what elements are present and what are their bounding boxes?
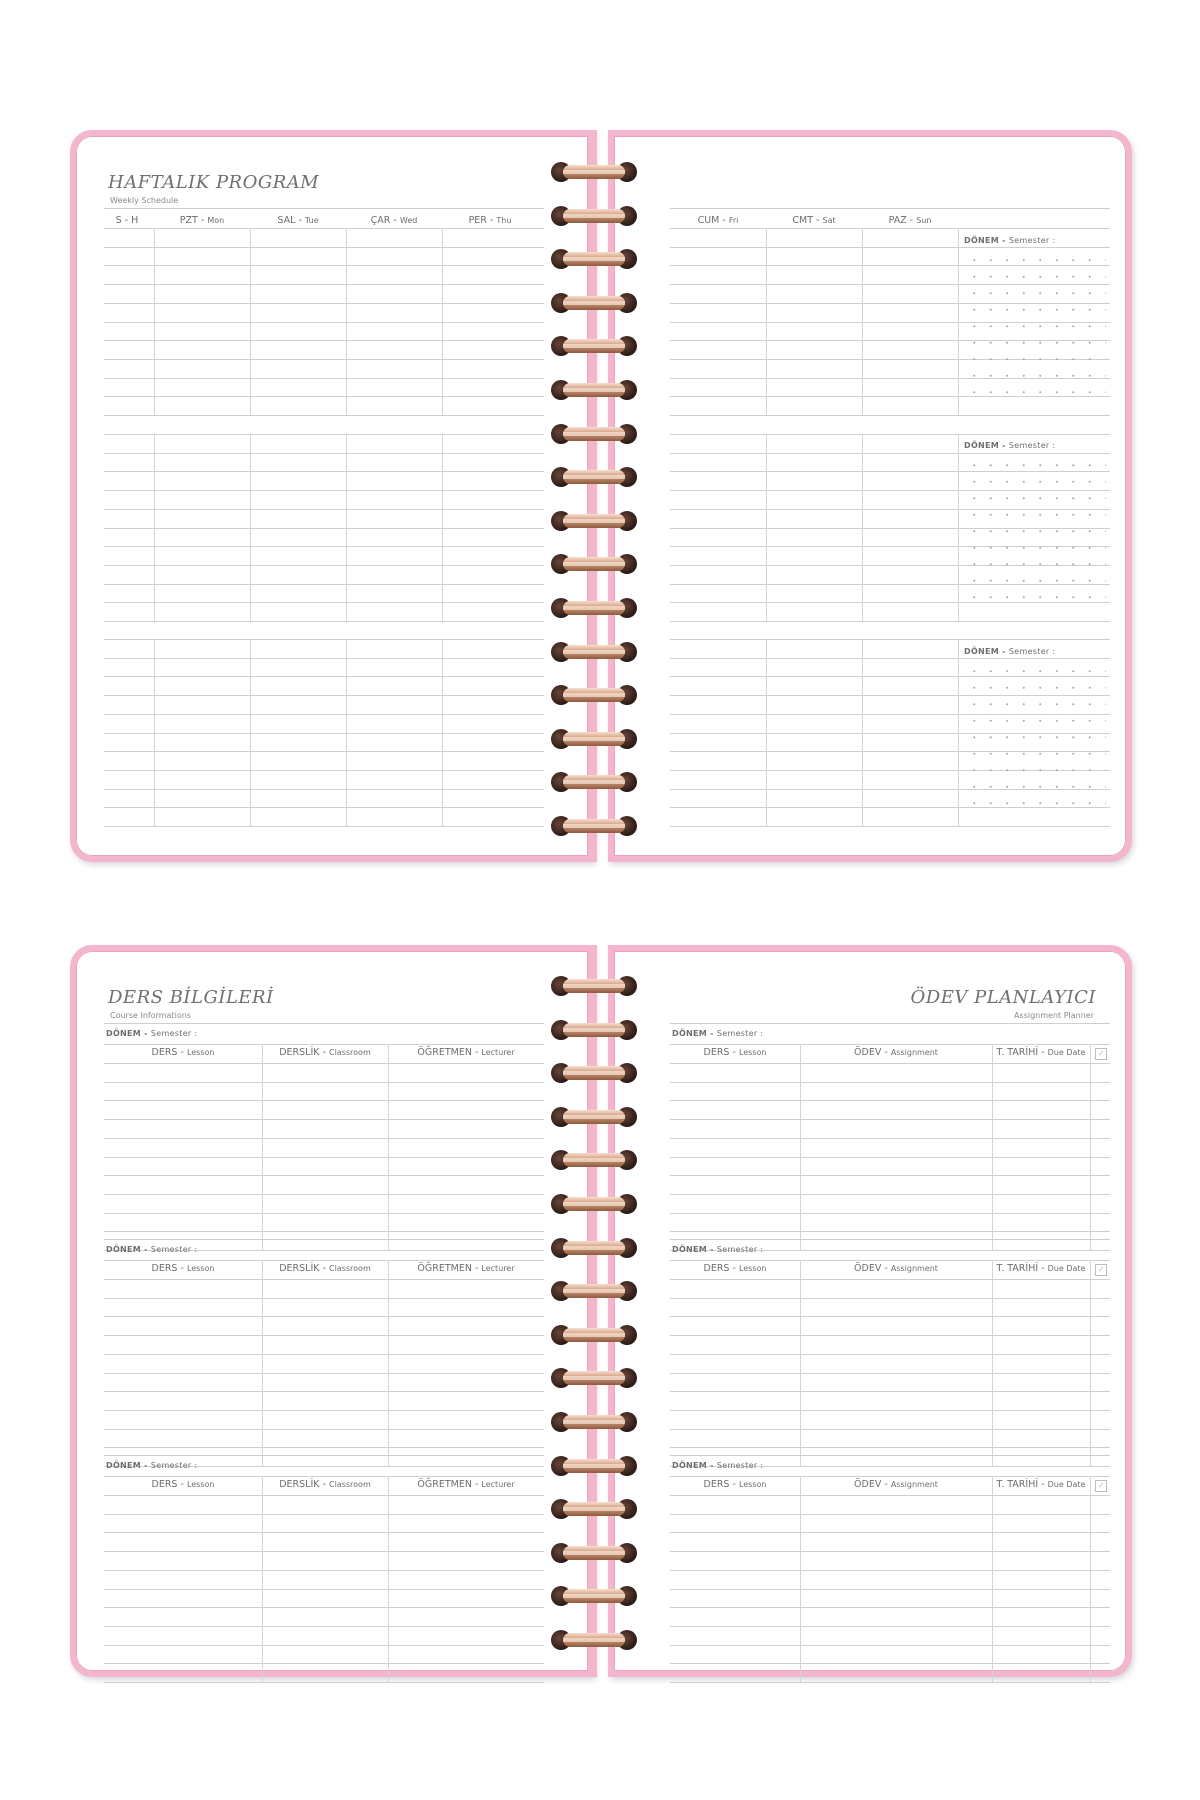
table-column-rule (800, 1044, 801, 1250)
page-title: HAFTALIK PROGRAM (108, 172, 320, 193)
table-row-rule (104, 1391, 544, 1392)
table-row-rule (104, 1514, 544, 1515)
day-header-sh: S - H (115, 215, 139, 226)
schedule-row-rule (104, 490, 544, 491)
weekly-right-page (608, 130, 1132, 862)
table-column-rule (800, 1476, 801, 1682)
spiral-ring (551, 1020, 637, 1040)
schedule-row-rule (104, 733, 544, 734)
schedule-row-rule (104, 322, 544, 323)
table-column-rule (388, 1260, 389, 1466)
table-column-rule (262, 1260, 263, 1466)
checkbox-icon: ✓ (1095, 1480, 1107, 1492)
schedule-row-rule (104, 228, 544, 229)
schedule-row-rule (104, 509, 544, 510)
col-classroom-header: DERSLİK - Classroom (279, 1479, 371, 1490)
schedule-row-rule (104, 378, 544, 379)
table-row-rule (104, 1570, 544, 1571)
table-row-rule (104, 1157, 544, 1158)
col-lesson-header: DERS - Lesson (703, 1047, 767, 1058)
table-row-rule (670, 1391, 1110, 1392)
weekly-left-page (70, 130, 594, 862)
spiral-ring (551, 1325, 637, 1345)
table-row-rule (104, 1682, 544, 1683)
table-row-rule (670, 1447, 1110, 1448)
table-row-rule (104, 1626, 544, 1627)
spiral-ring (551, 642, 637, 662)
col-lesson-header: DERS - Lesson (703, 1263, 767, 1274)
semester-label-3: DÖNEM - Semester : (964, 647, 1056, 656)
table-column-rule (1090, 1044, 1091, 1250)
schedule-row-rule (104, 751, 544, 752)
table-row-rule (104, 1100, 544, 1101)
table-header-rule (670, 1476, 1110, 1477)
table-row-rule (104, 1551, 544, 1552)
schedule-column-rule (154, 639, 155, 826)
schedule-row-rule (104, 714, 544, 715)
table-row-rule (670, 1570, 1110, 1571)
table-row-rule (670, 1279, 1110, 1280)
table-row-rule (670, 1373, 1110, 1374)
table-header-rule (104, 1476, 544, 1477)
section-top-rule (670, 1455, 1110, 1456)
assignments-page (608, 945, 1132, 1677)
day-header-mon: PZT - Mon (179, 215, 225, 226)
day-header-sat: CMT - Sat (792, 215, 836, 226)
checkbox-icon: ✓ (1095, 1048, 1107, 1060)
schedule-row-rule (670, 639, 1110, 640)
schedule-column-rule (766, 639, 767, 826)
schedule-column-rule (346, 639, 347, 826)
schedule-row-rule (104, 453, 544, 454)
day-header-fri: CUM - Fri (697, 215, 739, 226)
schedule-row-rule (104, 265, 544, 266)
spiral-ring (551, 162, 637, 182)
table-row-rule (104, 1429, 544, 1430)
schedule-column-rule (862, 228, 863, 415)
schedule-row-rule (104, 471, 544, 472)
schedule-row-rule (670, 415, 1110, 416)
semester-label-2: DÖNEM - Semester : (964, 441, 1056, 450)
table-column-rule (262, 1044, 263, 1250)
table-row-rule (670, 1626, 1110, 1627)
table-row-rule (670, 1354, 1110, 1355)
table-row-rule (670, 1194, 1110, 1195)
schedule-row-rule (104, 359, 544, 360)
spiral-ring (551, 554, 637, 574)
schedule-row-rule (670, 621, 1110, 622)
table-row-rule (670, 1316, 1110, 1317)
schedule-row-rule (104, 770, 544, 771)
col-due-date-header: T. TARİHİ - Due Date (996, 1047, 1086, 1058)
table-row-rule (670, 1100, 1110, 1101)
col-due-date-header: T. TARİHİ - Due Date (996, 1479, 1086, 1490)
table-row-rule (104, 1354, 544, 1355)
schedule-row-rule (670, 826, 1110, 827)
dot-grid-3 (966, 663, 1106, 813)
spiral-ring (551, 816, 637, 836)
semester-label: DÖNEM - Semester : (106, 1029, 198, 1038)
schedule-row-rule (104, 284, 544, 285)
table-row-rule (104, 1373, 544, 1374)
schedule-column-rule (958, 434, 959, 621)
page-subtitle: Assignment Planner (1014, 1011, 1094, 1020)
schedule-row-rule (104, 695, 544, 696)
schedule-column-rule (250, 228, 251, 415)
schedule-row-rule (104, 621, 544, 622)
table-row-rule (670, 1663, 1110, 1664)
table-row-rule (670, 1645, 1110, 1646)
table-row-rule (104, 1138, 544, 1139)
col-lesson-header: DERS - Lesson (151, 1047, 215, 1058)
table-row-rule (104, 1447, 544, 1448)
col-assignment-header: ÖDEV - Assignment (854, 1479, 938, 1490)
schedule-row-rule (104, 807, 544, 808)
table-header-rule (104, 1260, 544, 1261)
schedule-row-rule (670, 453, 1110, 454)
spiral-ring (551, 1150, 637, 1170)
spiral-ring (551, 1194, 637, 1214)
col-assignment-header: ÖDEV - Assignment (854, 1047, 938, 1058)
spiral-ring (551, 293, 637, 313)
section-top-rule (104, 1023, 544, 1024)
checkbox-icon: ✓ (1095, 1264, 1107, 1276)
col-classroom-header: DERSLİK - Classroom (279, 1263, 371, 1274)
day-header-sun: PAZ - Sun (888, 215, 932, 226)
col-due-date-header: T. TARİHİ - Due Date (996, 1263, 1086, 1274)
table-row-rule (104, 1645, 544, 1646)
schedule-column-rule (442, 639, 443, 826)
semester-label: DÖNEM - Semester : (106, 1245, 198, 1254)
schedule-column-rule (862, 639, 863, 826)
schedule-column-rule (766, 228, 767, 415)
table-row-rule (104, 1410, 544, 1411)
schedule-row-rule (104, 639, 544, 640)
table-row-rule (104, 1279, 544, 1280)
schedule-row-rule (670, 247, 1110, 248)
schedule-column-rule (766, 434, 767, 621)
table-row-rule (670, 1514, 1110, 1515)
spiral-ring (551, 598, 637, 618)
spiral-ring (551, 1456, 637, 1476)
schedule-row-rule (670, 434, 1110, 435)
schedule-row-rule (104, 434, 544, 435)
table-row-rule (670, 1082, 1110, 1083)
spiral-ring (551, 424, 637, 444)
schedule-row-rule (104, 546, 544, 547)
col-classroom-header: DERSLİK - Classroom (279, 1047, 371, 1058)
table-column-rule (992, 1260, 993, 1466)
table-row-rule (104, 1495, 544, 1496)
schedule-row-rule (670, 228, 1110, 229)
spiral-ring (551, 1412, 637, 1432)
table-row-rule (670, 1157, 1110, 1158)
col-lecturer-header: ÖĞRETMEN - Lecturer (417, 1047, 515, 1058)
semester-label: DÖNEM - Semester : (672, 1029, 764, 1038)
section-top-rule (104, 1239, 544, 1240)
spine-bottom (589, 945, 597, 1677)
header-top-rule (104, 208, 544, 209)
spiral-ring (551, 772, 637, 792)
schedule-row-rule (104, 826, 544, 827)
spiral-ring (551, 249, 637, 269)
table-row-rule (670, 1589, 1110, 1590)
table-row-rule (670, 1551, 1110, 1552)
col-lecturer-header: ÖĞRETMEN - Lecturer (417, 1479, 515, 1490)
semester-label: DÖNEM - Semester : (106, 1461, 198, 1470)
spiral-ring (551, 1499, 637, 1519)
table-header-rule (670, 1044, 1110, 1045)
schedule-column-rule (862, 434, 863, 621)
table-column-rule (992, 1044, 993, 1250)
spiral-ring (551, 1586, 637, 1606)
schedule-column-rule (250, 434, 251, 621)
schedule-column-rule (154, 228, 155, 415)
section-top-rule (104, 1455, 544, 1456)
schedule-column-rule (442, 228, 443, 415)
table-row-rule (670, 1231, 1110, 1232)
schedule-column-rule (346, 228, 347, 415)
schedule-row-rule (104, 247, 544, 248)
day-header-thu: PER - Thu (468, 215, 512, 226)
table-row-rule (670, 1410, 1110, 1411)
table-row-rule (104, 1063, 544, 1064)
col-lecturer-header: ÖĞRETMEN - Lecturer (417, 1263, 515, 1274)
spiral-ring (551, 1368, 637, 1388)
table-row-rule (670, 1213, 1110, 1214)
table-row-rule (670, 1495, 1110, 1496)
section-top-rule (670, 1023, 1110, 1024)
schedule-column-rule (346, 434, 347, 621)
col-lesson-header: DERS - Lesson (151, 1263, 215, 1274)
table-column-rule (800, 1260, 801, 1466)
courses-page (70, 945, 594, 1677)
spiral-ring (551, 1543, 637, 1563)
table-row-rule (670, 1175, 1110, 1176)
table-row-rule (104, 1663, 544, 1664)
table-row-rule (670, 1429, 1110, 1430)
table-column-rule (388, 1044, 389, 1250)
table-row-rule (104, 1316, 544, 1317)
table-row-rule (104, 1194, 544, 1195)
spiral-ring (551, 380, 637, 400)
table-column-rule (1090, 1476, 1091, 1682)
spiral-ring (551, 1238, 637, 1258)
schedule-row-rule (104, 528, 544, 529)
spiral-ring (551, 206, 637, 226)
col-lesson-header: DERS - Lesson (703, 1479, 767, 1490)
table-header-rule (670, 1260, 1110, 1261)
semester-label: DÖNEM - Semester : (672, 1461, 764, 1470)
table-row-rule (104, 1532, 544, 1533)
table-row-rule (670, 1532, 1110, 1533)
day-header-tue: SAL - Tue (277, 215, 319, 226)
spiral-ring (551, 1063, 637, 1083)
table-column-rule (388, 1476, 389, 1682)
schedule-row-rule (104, 340, 544, 341)
schedule-row-rule (670, 658, 1110, 659)
schedule-row-rule (104, 658, 544, 659)
table-row-rule (670, 1119, 1110, 1120)
table-row-rule (670, 1298, 1110, 1299)
day-header-wed: ÇAR - Wed (370, 215, 418, 226)
schedule-column-rule (154, 434, 155, 621)
col-assignment-header: ÖDEV - Assignment (854, 1263, 938, 1274)
table-column-rule (992, 1476, 993, 1682)
table-row-rule (670, 1682, 1110, 1683)
table-header-rule (104, 1044, 544, 1045)
table-row-rule (104, 1175, 544, 1176)
spine-top (589, 130, 597, 862)
table-row-rule (670, 1138, 1110, 1139)
table-row-rule (104, 1231, 544, 1232)
dot-grid-1 (966, 252, 1106, 402)
semester-label: DÖNEM - Semester : (672, 1245, 764, 1254)
table-row-rule (670, 1063, 1110, 1064)
schedule-row-rule (104, 789, 544, 790)
schedule-column-rule (958, 228, 959, 415)
page-title: DERS BİLGİLERİ (108, 987, 274, 1008)
table-column-rule (262, 1476, 263, 1682)
page-title: ÖDEV PLANLAYICI (910, 987, 1096, 1008)
spiral-ring (551, 1281, 637, 1301)
spiral-ring (551, 336, 637, 356)
spiral-ring (551, 976, 637, 996)
section-top-rule (670, 1239, 1110, 1240)
spiral-ring (551, 729, 637, 749)
table-row-rule (104, 1082, 544, 1083)
spiral-ring (551, 1107, 637, 1127)
page-subtitle: Weekly Schedule (110, 196, 179, 205)
table-row-rule (104, 1119, 544, 1120)
schedule-column-rule (442, 434, 443, 621)
spiral-ring (551, 685, 637, 705)
schedule-row-rule (104, 565, 544, 566)
schedule-column-rule (958, 639, 959, 826)
spiral-ring (551, 467, 637, 487)
table-row-rule (670, 1335, 1110, 1336)
col-lesson-header: DERS - Lesson (151, 1479, 215, 1490)
schedule-row-rule (104, 584, 544, 585)
table-row-rule (104, 1213, 544, 1214)
dot-grid-2 (966, 457, 1106, 607)
table-column-rule (1090, 1260, 1091, 1466)
schedule-row-rule (104, 303, 544, 304)
schedule-row-rule (104, 676, 544, 677)
semester-label-1: DÖNEM - Semester : (964, 236, 1056, 245)
schedule-row-rule (104, 602, 544, 603)
table-row-rule (104, 1298, 544, 1299)
header-top-rule (670, 208, 1110, 209)
page-subtitle: Course Informations (110, 1011, 191, 1020)
schedule-row-rule (104, 415, 544, 416)
spiral-ring (551, 1630, 637, 1650)
schedule-row-rule (104, 396, 544, 397)
table-row-rule (670, 1607, 1110, 1608)
table-row-rule (104, 1335, 544, 1336)
schedule-column-rule (250, 639, 251, 826)
table-row-rule (104, 1607, 544, 1608)
table-row-rule (104, 1589, 544, 1590)
spiral-ring (551, 511, 637, 531)
